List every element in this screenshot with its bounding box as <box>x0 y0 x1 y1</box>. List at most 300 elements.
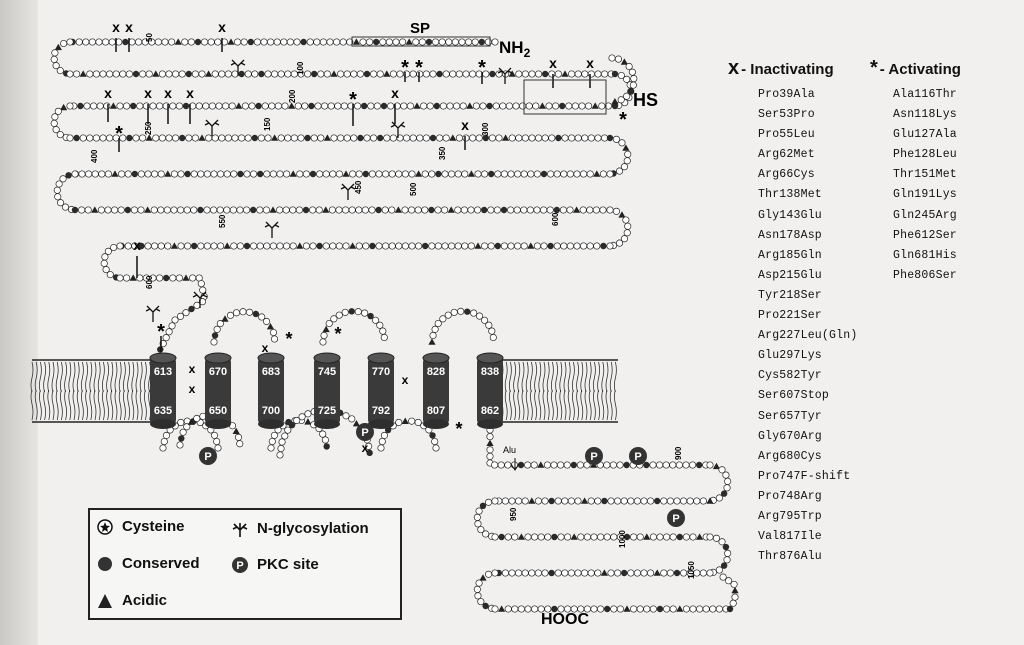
acidic-residue <box>518 533 525 539</box>
conserved-residue <box>375 207 381 213</box>
helix-top-number: 770 <box>371 366 391 378</box>
residue <box>138 207 144 213</box>
residue <box>270 243 276 249</box>
residue <box>336 312 342 318</box>
acidic-residue <box>413 102 420 108</box>
residue <box>430 332 436 338</box>
residue <box>361 310 367 316</box>
residue-number: 300 <box>481 122 490 136</box>
residue <box>661 498 667 504</box>
residue <box>542 498 548 504</box>
residue <box>56 181 62 187</box>
residue <box>331 135 337 141</box>
residue <box>85 207 91 213</box>
conserved-residue <box>428 207 434 213</box>
lipid-tail <box>52 390 54 420</box>
residue <box>217 207 223 213</box>
residue <box>560 207 566 213</box>
residue <box>90 103 96 109</box>
residue <box>521 207 527 213</box>
residue <box>92 171 98 177</box>
conserved-residue <box>178 435 184 441</box>
residue <box>557 462 563 468</box>
lipid-tail <box>564 362 566 392</box>
residue <box>340 39 346 45</box>
residue <box>435 243 441 249</box>
conserved-residue <box>357 135 363 141</box>
residue <box>283 207 289 213</box>
conserved-residue <box>257 171 263 177</box>
residue <box>219 71 225 77</box>
residue <box>210 207 216 213</box>
legend-acidic-label: Acidic <box>122 592 168 609</box>
lipid-tail <box>526 390 528 420</box>
inactivating-marker <box>125 19 133 52</box>
residue <box>452 39 458 45</box>
residue <box>680 498 686 504</box>
residue <box>450 71 456 77</box>
legend-nglyco-label: N-glycosylation <box>257 520 369 537</box>
lipid-tail <box>505 390 507 420</box>
n-glycosylation-icon <box>341 184 355 200</box>
asterisk-mark-icon: * <box>115 123 123 145</box>
residue <box>567 243 573 249</box>
residue <box>473 103 479 109</box>
residue <box>329 207 335 213</box>
residue <box>476 508 482 514</box>
residue <box>369 207 375 213</box>
acidic-residue <box>182 274 189 280</box>
residue <box>172 317 178 323</box>
mutation-entry: Gly143Glu <box>758 208 822 222</box>
residue <box>625 223 631 229</box>
residue <box>263 318 269 324</box>
tm-helix <box>258 353 284 429</box>
mutation-entry: Arg66Cys <box>758 168 815 182</box>
residue <box>547 171 553 177</box>
acidic-residue <box>324 134 331 140</box>
residue <box>568 498 574 504</box>
conserved-residue <box>377 135 383 141</box>
residue <box>161 438 167 444</box>
residue <box>446 39 452 45</box>
acidic-residue <box>468 170 475 176</box>
residue <box>683 606 689 612</box>
residue-number: 600 <box>145 275 154 289</box>
residue <box>390 71 396 77</box>
conserved-residue <box>607 135 613 141</box>
acidic-residue <box>601 569 608 575</box>
residue <box>102 254 108 260</box>
residue <box>380 39 386 45</box>
conserved-residue <box>548 570 554 576</box>
lipid-tail <box>115 390 117 420</box>
residue <box>241 39 247 45</box>
residue <box>687 498 693 504</box>
residue-number: 950 <box>509 507 518 521</box>
acidic-residue <box>330 70 337 76</box>
helix-top-number: 838 <box>480 366 500 378</box>
lipid-tail <box>115 362 117 392</box>
lipid-tail <box>44 390 46 420</box>
residue <box>126 71 132 77</box>
residue <box>258 135 264 141</box>
acidic-residue <box>271 134 278 140</box>
residue <box>650 606 656 612</box>
residue <box>278 445 284 451</box>
inactivating-marker <box>218 19 226 52</box>
residue <box>562 570 568 576</box>
lipid-tail <box>560 362 562 392</box>
residue <box>211 171 217 177</box>
acidic-residue <box>171 242 178 248</box>
residue <box>52 50 58 56</box>
residue <box>528 171 534 177</box>
residue <box>96 39 102 45</box>
acidic-residue <box>290 170 297 176</box>
residue <box>481 171 487 177</box>
residue <box>593 207 599 213</box>
residue <box>469 135 475 141</box>
pkc-site-icon <box>231 556 249 574</box>
acidic-residue <box>224 242 231 248</box>
residue <box>105 171 111 177</box>
residue <box>516 135 522 141</box>
residue <box>492 39 498 45</box>
cysteine-icon <box>96 518 114 536</box>
residue <box>169 323 175 329</box>
residue <box>568 71 574 77</box>
residue <box>508 171 514 177</box>
residue <box>290 207 296 213</box>
helix-cap <box>314 353 340 363</box>
acidic-residue <box>383 70 390 76</box>
residue <box>422 207 428 213</box>
residue <box>534 243 540 249</box>
residue <box>429 243 435 249</box>
residue <box>368 103 374 109</box>
residue <box>277 452 283 458</box>
conserved-residue <box>555 135 561 141</box>
helix-top-number: 683 <box>261 366 281 378</box>
residue <box>215 445 221 451</box>
conserved-residue <box>623 462 629 468</box>
residue <box>495 171 501 177</box>
lipid-tail <box>581 390 583 420</box>
residue <box>80 135 86 141</box>
residue <box>176 275 182 281</box>
residue <box>456 135 462 141</box>
lipid-tail <box>530 362 532 392</box>
residue <box>409 243 415 249</box>
residue <box>381 334 387 340</box>
residue <box>641 570 647 576</box>
lipid-tail <box>65 390 67 420</box>
mutation-entry: Phe612Ser <box>893 228 957 242</box>
helix-base <box>477 419 503 429</box>
residue <box>159 135 165 141</box>
helix-cap <box>150 353 176 363</box>
residue <box>604 534 610 540</box>
residue <box>568 135 574 141</box>
acidic-residue <box>502 134 509 140</box>
conserved-residue <box>132 171 138 177</box>
lipid-tail <box>81 390 83 420</box>
residue <box>482 531 488 537</box>
conserved-residue <box>130 103 136 109</box>
residue <box>430 71 436 77</box>
acidic-residue <box>623 605 630 611</box>
residue <box>516 71 522 77</box>
residue <box>84 103 90 109</box>
conserved-residue <box>369 243 375 249</box>
residue <box>270 171 276 177</box>
mutation-entry: Arg185Gln <box>758 248 822 262</box>
asterisk-mark-icon: * <box>401 57 409 79</box>
conserved-residue <box>464 308 470 314</box>
x-mark-icon: x <box>218 19 226 35</box>
acidic-icon <box>96 592 114 610</box>
residue-number: 350 <box>438 146 447 160</box>
residue <box>629 69 635 75</box>
residue <box>254 39 260 45</box>
residue <box>54 187 60 193</box>
residue <box>396 171 402 177</box>
mutation-entry: Asp215Glu <box>758 268 822 282</box>
mutation-entry: Arg680Cys <box>758 449 822 463</box>
residue <box>323 243 329 249</box>
residue <box>240 309 246 315</box>
acidic-residue <box>402 418 409 424</box>
pkc-site-letter: P <box>634 451 642 463</box>
conserved-residue <box>482 603 488 609</box>
residue <box>549 71 555 77</box>
residue <box>217 243 223 249</box>
residue <box>546 103 552 109</box>
residue <box>710 606 716 612</box>
lipid-tail <box>128 362 130 392</box>
residue <box>182 39 188 45</box>
residue <box>276 207 282 213</box>
residue <box>396 243 402 249</box>
acidic-residue <box>592 102 599 108</box>
conserved-residue <box>253 311 259 317</box>
residue <box>191 207 197 213</box>
lipid-tail <box>522 390 524 420</box>
residue <box>330 171 336 177</box>
residue <box>257 207 263 213</box>
lipid-tail <box>144 390 146 420</box>
acidic-residue <box>571 533 578 539</box>
lipid-tail <box>107 362 109 392</box>
residue <box>279 439 285 445</box>
residue <box>558 534 564 540</box>
residue <box>151 243 157 249</box>
residue <box>554 171 560 177</box>
residue <box>376 243 382 249</box>
residue <box>442 171 448 177</box>
residue <box>302 103 308 109</box>
residue <box>433 445 439 451</box>
residue <box>267 39 273 45</box>
residue <box>238 135 244 141</box>
lipid-tail <box>551 390 553 420</box>
lipid-tail <box>560 390 562 420</box>
residue <box>351 71 357 77</box>
activating-marker <box>619 109 627 131</box>
residue <box>630 606 636 612</box>
residue <box>572 103 578 109</box>
residue <box>263 207 269 213</box>
lipid-tail <box>514 362 516 392</box>
residue <box>461 207 467 213</box>
residue <box>630 82 636 88</box>
helix-top-number: 670 <box>208 366 228 378</box>
conserved-residue <box>258 71 264 77</box>
residue <box>607 243 613 249</box>
lipid-tail <box>132 362 134 392</box>
residue <box>616 168 622 174</box>
residue <box>680 570 686 576</box>
lipid-tail <box>140 390 142 420</box>
residue <box>657 534 663 540</box>
residue <box>303 243 309 249</box>
residue <box>100 71 106 77</box>
lipid-tail <box>132 390 134 420</box>
residue <box>378 445 384 451</box>
residue <box>515 498 521 504</box>
residue <box>67 103 73 109</box>
residue <box>78 207 84 213</box>
asterisk-mark-icon: * <box>455 419 463 439</box>
lipid-tail <box>48 362 50 392</box>
mutation-entry: Val817Ile <box>758 530 822 544</box>
legend-cysteine <box>96 518 185 536</box>
residue <box>542 135 548 141</box>
residue <box>601 71 607 77</box>
lipid-tail <box>539 362 541 392</box>
pkc-site-letter: P <box>672 513 680 525</box>
residue <box>294 39 300 45</box>
residue <box>498 462 504 468</box>
residue <box>555 498 561 504</box>
conserved-residue <box>501 207 507 213</box>
residue <box>578 534 584 540</box>
conserved-residue <box>542 71 548 77</box>
mutation-entry: Ser657Tyr <box>758 409 822 423</box>
residue <box>135 39 141 45</box>
residue <box>199 71 205 77</box>
lipid-tail <box>144 362 146 392</box>
mutation-entry: Thr138Met <box>758 188 822 202</box>
residue <box>696 606 702 612</box>
residue <box>432 326 438 332</box>
x-mark-icon: x <box>133 237 141 253</box>
lipid-tail <box>568 362 570 392</box>
residue <box>343 243 349 249</box>
residue <box>555 570 561 576</box>
lipid-tail <box>102 390 104 420</box>
conserved-residue <box>643 462 649 468</box>
n-glycosylation-icon <box>146 306 160 322</box>
residue <box>85 171 91 177</box>
lipid-tail <box>90 390 92 420</box>
residue <box>146 71 152 77</box>
legend-cysteine-label: Cysteine <box>122 518 185 535</box>
residue <box>166 329 172 335</box>
residue <box>445 312 451 318</box>
residue <box>476 580 482 586</box>
residue <box>396 419 402 425</box>
residue <box>487 447 493 453</box>
hooc-label: HOOC <box>541 611 589 628</box>
residue <box>257 243 263 249</box>
acidic-residue <box>676 605 683 611</box>
residue <box>222 103 228 109</box>
residue <box>89 39 95 45</box>
residue <box>52 114 58 120</box>
conserved-residue <box>248 39 254 45</box>
residue <box>492 570 498 576</box>
residue <box>316 207 322 213</box>
x-mark-icon: x <box>125 19 133 35</box>
residue <box>604 462 610 468</box>
residue <box>184 207 190 213</box>
residue <box>637 606 643 612</box>
residue <box>614 570 620 576</box>
residue <box>262 103 268 109</box>
mutation-entry: Pro748Arg <box>758 489 822 503</box>
residue <box>314 39 320 45</box>
residue <box>281 39 287 45</box>
residue <box>117 243 123 249</box>
residue <box>502 570 508 576</box>
lipid-tail <box>98 362 100 392</box>
residue <box>623 217 629 223</box>
residue <box>670 534 676 540</box>
residue <box>595 135 601 141</box>
lipid-tail <box>602 390 604 420</box>
residue <box>318 71 324 77</box>
lipid-tail <box>577 362 579 392</box>
conserved-residue <box>548 498 554 504</box>
residue <box>189 275 195 281</box>
residue <box>470 310 476 316</box>
legend-acidic <box>96 592 167 610</box>
residue <box>575 498 581 504</box>
lipid-tail <box>48 390 50 420</box>
residue <box>515 570 521 576</box>
residue <box>265 71 271 77</box>
residue <box>99 171 105 177</box>
conserved-residue <box>601 498 607 504</box>
lipid-tail <box>73 362 75 392</box>
residue <box>460 103 466 109</box>
residue <box>162 39 168 45</box>
residue <box>62 204 68 210</box>
conserved-residue <box>696 462 702 468</box>
residue <box>487 453 493 459</box>
residue <box>634 498 640 504</box>
residue <box>527 207 533 213</box>
lipid-tail <box>543 362 545 392</box>
residue <box>401 103 407 109</box>
acidic-residue <box>654 569 661 575</box>
residue <box>656 462 662 468</box>
residue <box>192 135 198 141</box>
residue <box>610 462 616 468</box>
residue <box>137 103 143 109</box>
